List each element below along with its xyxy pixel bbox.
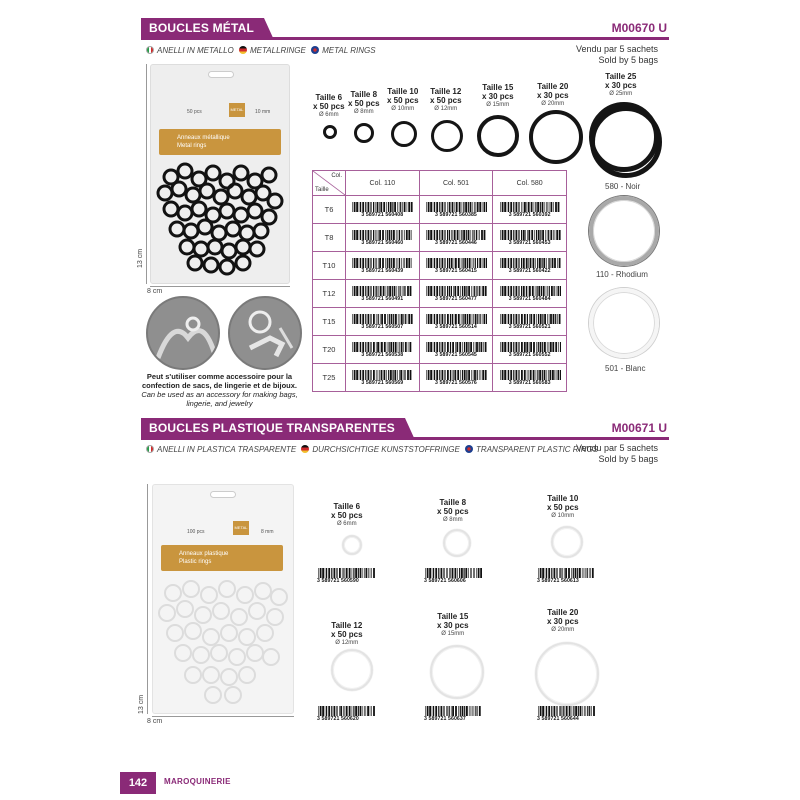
barcode-cell xyxy=(493,196,567,224)
size-label xyxy=(437,498,469,525)
translations-plastic xyxy=(143,445,598,454)
width-dimension: 8 cm xyxy=(147,288,163,295)
barcode-icon xyxy=(425,202,487,212)
barcode-icon xyxy=(351,342,413,352)
column-header: Col. 501 xyxy=(419,171,493,196)
size-label xyxy=(331,621,363,648)
barcode-number: 3 589721 560620 xyxy=(317,716,359,722)
row-header: T12 xyxy=(313,280,346,308)
size-qty: x 50 pcs xyxy=(331,630,363,639)
size-qty: x 50 pcs xyxy=(331,511,363,520)
size-diameter: Ø 10mm xyxy=(551,513,575,519)
barcode-icon xyxy=(351,314,413,324)
packet-label-fr: Anneaux plastique xyxy=(179,551,229,557)
barcode-cell xyxy=(493,336,567,364)
barcode-number: 3 589721 560521 xyxy=(508,323,551,330)
barcode xyxy=(425,370,487,386)
column-header: Col. 110 xyxy=(346,171,420,196)
barcode-cell xyxy=(346,252,420,280)
usage-caption-en: Can be used as an accessory for making bags, lingerie, and jewelry xyxy=(141,390,298,408)
size-label xyxy=(437,612,469,639)
barcode xyxy=(424,706,482,722)
width-dimension-line xyxy=(152,716,294,717)
barcode xyxy=(499,258,561,274)
packet-label-fr: Anneaux métallique xyxy=(177,135,230,141)
ring-icon xyxy=(354,123,374,143)
barcode-cell xyxy=(346,224,420,252)
barcode-number: 3 589721 560644 xyxy=(537,716,579,722)
table-row xyxy=(313,196,567,224)
page-section: MAROQUINERIE xyxy=(164,777,231,786)
packet-logo: METAL xyxy=(233,521,249,535)
color-label-white: 501 - Blanc xyxy=(605,364,646,373)
size-diameter: Ø 6mm xyxy=(318,112,339,118)
label-it: ANELLI IN PLASTICA TRASPARENTE xyxy=(157,445,297,454)
packet-qty: 100 pcs xyxy=(187,529,205,535)
barcode-icon xyxy=(317,706,375,716)
height-dimension: 13 cm xyxy=(138,694,145,714)
size-diameter: Ø 15mm xyxy=(441,631,465,637)
lingerie-icon xyxy=(148,298,220,370)
ring-icon xyxy=(551,526,583,558)
size-label xyxy=(537,82,569,109)
barcode-number: 3 589721 560552 xyxy=(508,351,551,358)
packet-label-en: Plastic rings xyxy=(179,559,212,565)
size-diameter: Ø 12mm xyxy=(335,640,359,646)
color-swatch-black xyxy=(590,106,662,178)
row-header: T25 xyxy=(313,364,346,392)
barcode-cell xyxy=(419,336,493,364)
size-qty: x 30 pcs xyxy=(605,81,637,90)
size-diameter: Ø 15mm xyxy=(486,102,510,108)
barcode-icon xyxy=(425,342,487,352)
keyring-icon xyxy=(230,298,302,370)
barcode-number: 3 589721 560477 xyxy=(435,295,477,302)
barcode xyxy=(351,286,413,302)
barcode-table xyxy=(312,170,567,392)
barcode-number: 3 589721 560408 xyxy=(361,211,404,218)
barcode-icon xyxy=(499,202,561,212)
table-row xyxy=(313,252,567,280)
usage-jewelry-image xyxy=(228,296,302,370)
row-header: T20 xyxy=(313,336,346,364)
barcode xyxy=(317,568,375,584)
size-name: Taille 15 xyxy=(437,612,469,621)
barcode-icon xyxy=(351,202,413,212)
corner-row-label: Taille xyxy=(315,187,329,193)
row-header: T6 xyxy=(313,196,346,224)
sold-by-metal xyxy=(576,44,658,66)
barcode xyxy=(425,286,487,302)
barcode-number: 3 589721 560491 xyxy=(361,295,404,302)
barcode-icon xyxy=(424,568,482,578)
size-qty: x 30 pcs xyxy=(482,92,514,101)
table-corner xyxy=(313,171,346,196)
flag-gb-icon xyxy=(465,445,473,453)
sold-by-plastic xyxy=(576,443,658,465)
barcode-icon xyxy=(499,342,561,352)
section-title: BOUCLES MÉTAL xyxy=(141,18,264,40)
barcode-number: 3 589721 560514 xyxy=(435,323,477,330)
hang-hole xyxy=(208,71,234,78)
barcode xyxy=(425,202,487,218)
table-header-row xyxy=(313,171,567,196)
size-label xyxy=(313,93,345,120)
width-dimension-line xyxy=(150,286,290,287)
size-label xyxy=(430,87,462,114)
hang-hole xyxy=(210,491,236,498)
page-footer xyxy=(120,772,680,794)
barcode-number: 3 589721 560590 xyxy=(317,578,359,584)
sold-by-en: Sold by 5 bags xyxy=(598,454,658,464)
row-header: T15 xyxy=(313,308,346,336)
barcode-number: 3 589721 560422 xyxy=(508,267,551,274)
ring-icon xyxy=(443,529,471,557)
flag-it-icon xyxy=(146,46,154,54)
size-qty: x 50 pcs xyxy=(547,503,579,512)
size-name: Taille 20 xyxy=(537,82,569,91)
barcode xyxy=(351,230,413,246)
barcode-number: 3 589721 560606 xyxy=(424,578,466,584)
size-name: Taille 8 xyxy=(350,90,378,99)
barcode xyxy=(499,230,561,246)
section-header-metal xyxy=(141,18,669,40)
barcode-number: 3 589721 560415 xyxy=(435,267,477,274)
barcode-cell xyxy=(346,196,420,224)
barcode-cell xyxy=(419,364,493,392)
barcode-cell xyxy=(493,280,567,308)
size-name: Taille 15 xyxy=(482,83,514,92)
size-diameter: Ø 25mm xyxy=(609,91,633,97)
barcode-cell xyxy=(493,224,567,252)
size-diameter: Ø 8mm xyxy=(353,109,374,115)
usage-lingerie-image xyxy=(146,296,220,370)
ring-icon xyxy=(391,121,417,147)
barcode xyxy=(351,370,413,386)
barcode xyxy=(499,342,561,358)
size-diameter: Ø 10mm xyxy=(391,106,415,112)
translations-metal xyxy=(143,46,376,55)
height-dimension: 13 cm xyxy=(137,248,144,268)
ring-icon xyxy=(430,645,484,699)
barcode-number: 3 589721 560637 xyxy=(424,716,466,722)
barcode-number: 3 589721 560576 xyxy=(435,379,477,386)
barcode-icon xyxy=(425,370,487,380)
barcode-number: 3 589721 560453 xyxy=(508,239,551,246)
barcode-number: 3 589721 560446 xyxy=(435,239,477,246)
product-packet-plastic xyxy=(152,484,294,714)
sold-by-fr: Vendu par 5 sachets xyxy=(575,44,658,54)
packet-label-en: Metal rings xyxy=(177,143,207,149)
barcode xyxy=(351,202,413,218)
label-it: ANELLI IN METALLO xyxy=(157,46,234,55)
size-qty: x 50 pcs xyxy=(313,102,345,111)
barcode xyxy=(499,370,561,386)
size-name: Taille 8 xyxy=(439,498,467,507)
barcode-cell xyxy=(419,308,493,336)
usage-caption xyxy=(137,372,302,408)
barcode xyxy=(317,706,375,722)
flag-it-icon xyxy=(146,445,154,453)
product-reference: M00671 U xyxy=(611,421,667,435)
page-number: 142 xyxy=(120,772,156,794)
label-de: METALLRINGE xyxy=(250,46,306,55)
size-diameter: Ø 20mm xyxy=(541,101,565,107)
table-row xyxy=(313,280,567,308)
barcode-cell xyxy=(419,196,493,224)
label-en: TRANSPARENT PLASTIC RINGS xyxy=(476,445,599,454)
height-dimension-line xyxy=(146,64,147,284)
size-label xyxy=(482,83,514,110)
packet-rings-image xyxy=(153,575,295,715)
ring-icon xyxy=(529,110,583,164)
width-dimension: 8 cm xyxy=(147,718,163,725)
size-name: Taille 10 xyxy=(547,494,579,503)
size-label xyxy=(387,87,419,114)
size-qty: x 50 pcs xyxy=(437,507,469,516)
label-de: DURCHSICHTIGE KUNSTSTOFFRINGE xyxy=(312,445,460,454)
barcode-cell xyxy=(346,308,420,336)
barcode-icon xyxy=(537,706,595,716)
packet-logo: METAL xyxy=(229,103,245,117)
barcode-icon xyxy=(424,706,482,716)
size-name: Taille 20 xyxy=(547,608,579,617)
barcode-icon xyxy=(351,230,413,240)
row-header: T8 xyxy=(313,224,346,252)
size-name: Taille 12 xyxy=(331,621,363,630)
ring-icon xyxy=(477,115,519,157)
size-qty: x 30 pcs xyxy=(537,91,569,100)
size-qty: x 50 pcs xyxy=(387,96,419,105)
flag-de-icon xyxy=(301,445,309,453)
barcode-number: 3 589721 560392 xyxy=(508,211,551,218)
barcode-icon xyxy=(317,568,375,578)
barcode-icon xyxy=(499,370,561,380)
size-qty: x 50 pcs xyxy=(348,99,380,108)
barcode-cell xyxy=(419,252,493,280)
barcode-icon xyxy=(499,314,561,324)
barcode xyxy=(351,314,413,330)
size-qty: x 30 pcs xyxy=(437,621,469,630)
barcode-icon xyxy=(499,286,561,296)
packet-rings-image xyxy=(151,157,291,287)
ring-icon xyxy=(431,120,463,152)
barcode-cell xyxy=(493,308,567,336)
barcode-number: 3 589721 560484 xyxy=(508,295,551,302)
barcode-icon xyxy=(425,286,487,296)
row-header: T10 xyxy=(313,252,346,280)
ring-icon xyxy=(331,649,373,691)
packet-qty: 50 pcs xyxy=(187,109,202,115)
barcode xyxy=(425,258,487,274)
table-row xyxy=(313,336,567,364)
packet-size: 10 mm xyxy=(255,109,271,115)
table-row xyxy=(313,364,567,392)
column-header: Col. 580 xyxy=(493,171,567,196)
barcode-cell xyxy=(493,364,567,392)
table-row xyxy=(313,224,567,252)
barcode-number: 3 589721 560385 xyxy=(435,211,477,218)
size-diameter: Ø 20mm xyxy=(551,627,575,633)
barcode-cell xyxy=(346,364,420,392)
sold-by-en: Sold by 5 bags xyxy=(598,55,658,65)
barcode-icon xyxy=(425,314,487,324)
size-name: Taille 12 xyxy=(430,87,462,96)
barcode xyxy=(351,258,413,274)
packet-size: 8 mm xyxy=(261,529,274,535)
size-name: Taille 25 xyxy=(605,72,637,81)
barcode-cell xyxy=(346,336,420,364)
size-diameter: Ø 8mm xyxy=(442,517,463,523)
ring-icon xyxy=(535,642,599,706)
product-packet-metal xyxy=(150,64,290,284)
packet-label xyxy=(161,545,283,571)
barcode xyxy=(499,314,561,330)
size-name: Taille 10 xyxy=(387,87,419,96)
barcode-icon xyxy=(499,258,561,268)
barcode xyxy=(499,286,561,302)
packet-label xyxy=(159,129,281,155)
barcode-number: 3 589721 560460 xyxy=(361,239,404,246)
barcode-icon xyxy=(425,230,487,240)
size-label xyxy=(547,494,579,521)
barcode-cell xyxy=(346,280,420,308)
color-label-black: 580 - Noir xyxy=(605,182,641,191)
barcode xyxy=(537,568,595,584)
size-qty: x 30 pcs xyxy=(547,617,579,626)
product-reference: M00670 U xyxy=(611,21,667,35)
barcode-icon xyxy=(351,258,413,268)
size-name: Taille 6 xyxy=(315,93,343,102)
barcode-number: 3 589721 560538 xyxy=(361,351,404,358)
table-row xyxy=(313,308,567,336)
flag-gb-icon xyxy=(311,46,319,54)
size-diameter: Ø 6mm xyxy=(336,521,357,527)
barcode-number: 3 589721 560507 xyxy=(361,323,404,330)
barcode xyxy=(537,706,595,722)
barcode xyxy=(351,342,413,358)
flag-de-icon xyxy=(239,46,247,54)
size-qty: x 50 pcs xyxy=(430,96,462,105)
barcode-number: 3 589721 560569 xyxy=(361,379,404,386)
barcode-number: 3 589721 560545 xyxy=(435,351,477,358)
color-swatch-rhodium xyxy=(589,196,659,266)
barcode xyxy=(499,202,561,218)
size-label xyxy=(331,502,363,529)
barcode-number: 3 589721 560583 xyxy=(508,379,551,386)
barcode-number: 3 589721 560613 xyxy=(537,578,579,584)
barcode-icon xyxy=(351,370,413,380)
barcode-cell xyxy=(419,224,493,252)
sold-by-fr: Vendu par 5 sachets xyxy=(575,443,658,453)
barcode xyxy=(425,342,487,358)
section-title: BOUCLES PLASTIQUE TRANSPARENTES xyxy=(141,418,405,440)
corner-col-label: Col. xyxy=(331,173,342,179)
usage-caption-fr: Peut s'utiliser comme accessoire pour la confection de sacs, de lingerie et de bijoux. xyxy=(141,372,298,390)
size-label xyxy=(605,72,637,99)
barcode-number: 3 589721 560439 xyxy=(361,267,404,274)
barcode xyxy=(425,230,487,246)
barcode xyxy=(425,314,487,330)
size-diameter: Ø 12mm xyxy=(434,106,458,112)
color-swatch-white xyxy=(589,288,659,358)
color-label-rhodium: 110 - Rhodium xyxy=(596,270,648,279)
barcode-cell xyxy=(493,252,567,280)
barcode-cell xyxy=(419,280,493,308)
ring-icon xyxy=(323,125,337,139)
barcode-icon xyxy=(499,230,561,240)
ring-icon xyxy=(342,535,362,555)
size-label xyxy=(547,608,579,635)
barcode-icon xyxy=(537,568,595,578)
barcode-icon xyxy=(425,258,487,268)
section-header-plastic xyxy=(141,418,669,440)
barcode xyxy=(424,568,482,584)
height-dimension-line xyxy=(147,484,148,714)
size-name: Taille 6 xyxy=(333,502,361,511)
barcode-icon xyxy=(351,286,413,296)
size-label xyxy=(348,90,380,117)
label-en: METAL RINGS xyxy=(322,46,376,55)
